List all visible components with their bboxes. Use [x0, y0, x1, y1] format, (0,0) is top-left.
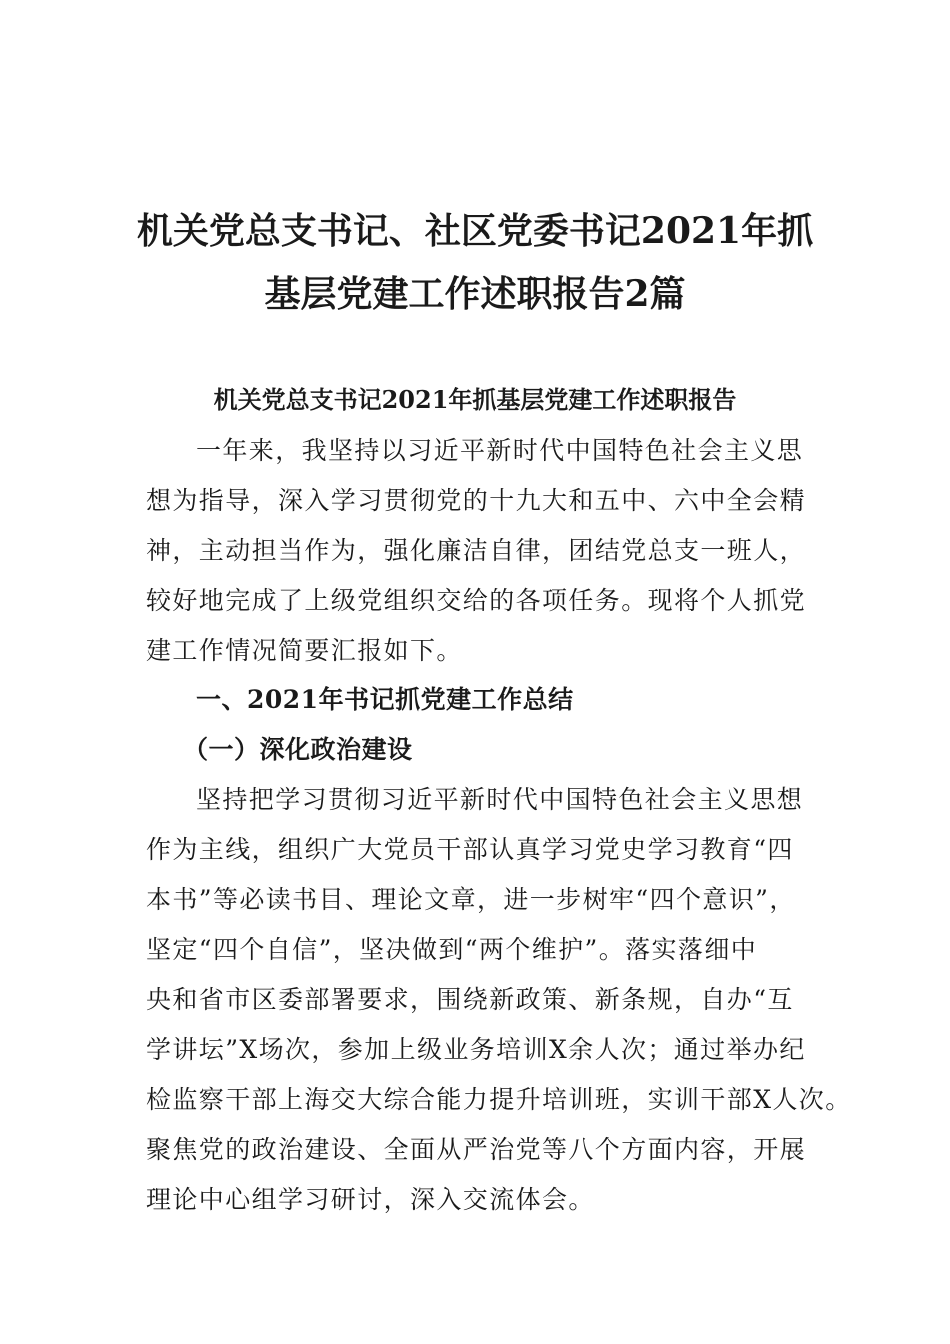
paragraph-line: 坚持把学习贯彻习近平新时代中国特色社会主义思想 — [196, 785, 804, 814]
paragraph-line: 聚焦党的政治建设、全面从严治党等八个方面内容，开展 — [146, 1135, 807, 1164]
paragraph-line: 神，主动担当作为，强化廉洁自律，团结党总支一班人， — [146, 536, 807, 565]
paragraph-line: 建工作情况简要汇报如下。 — [146, 636, 463, 665]
paragraph-line: 央和省市区委部署要求，围绕新政策、新条规，自办“互 — [146, 985, 794, 1014]
paragraph-line: 较好地完成了上级党组织交给的各项任务。现将个人抓党 — [146, 586, 807, 615]
title-line-1: 机关党总支书记、社区党委书记2021年抓 — [136, 210, 814, 252]
title-line-2: 基层党建工作述职报告2篇 — [264, 273, 686, 315]
paragraph-line: 作为主线，组织广大党员干部认真学习党史学习教育“四 — [146, 835, 794, 864]
paragraph-line: 坚定“四个自信”，坚决做到“两个维护”。落实落细中 — [146, 935, 758, 964]
subsection-heading: （一）深化政治建设 — [183, 735, 413, 764]
section-heading: 一、2021年书记抓党建工作总结 — [196, 685, 574, 714]
paragraph-line: 想为指导，深入学习贯彻党的十九大和五中、六中全会精 — [146, 486, 807, 515]
paragraph-line: 检监察干部上海交大综合能力提升培训班，实训干部X人次。 — [146, 1085, 852, 1114]
paragraph-line: 理论中心组学习研讨，深入交流体会。 — [146, 1185, 595, 1214]
paragraph-line: 一年来，我坚持以习近平新时代中国特色社会主义思 — [196, 436, 804, 465]
document-title — [100, 200, 850, 326]
paragraph-line: 本书”等必读书目、理论文章，进一步树牢“四个意识”， — [146, 885, 796, 914]
paragraph-line: 学讲坛”X场次，参加上级业务培训X余人次；通过举办纪 — [146, 1035, 806, 1064]
report-subtitle: 机关党总支书记2021年抓基层党建工作述职报告 — [213, 385, 737, 414]
